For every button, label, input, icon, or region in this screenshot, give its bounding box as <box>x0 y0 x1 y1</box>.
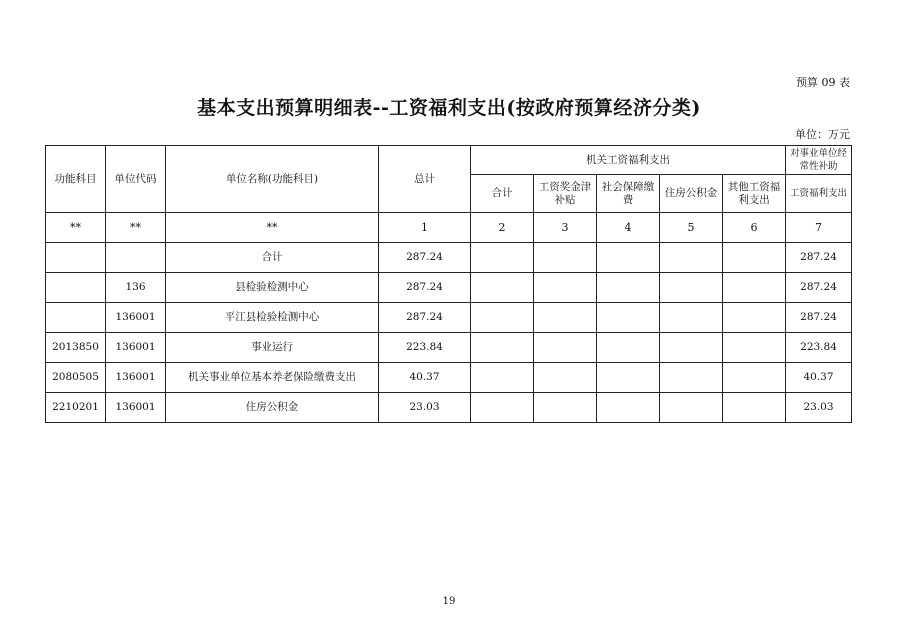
index-row <box>46 213 852 243</box>
wage-cell <box>534 303 597 333</box>
page-title: 基本支出预算明细表--工资福利支出(按政府预算经济分类) <box>197 97 701 119</box>
index-cell: ** <box>46 213 106 243</box>
sum-cell <box>471 333 534 363</box>
table-row <box>46 273 852 303</box>
header-wage: 工资奖金津补贴 <box>534 175 597 213</box>
sum-cell <box>471 393 534 423</box>
table-row <box>46 393 852 423</box>
social-cell <box>597 273 660 303</box>
unit-name-cell: 平江县检验检测中心 <box>166 303 379 333</box>
header-unit-code: 单位代码 <box>106 146 166 213</box>
func-code-cell <box>46 243 106 273</box>
housing-cell <box>660 393 723 423</box>
subsidy-cell: 223.84 <box>786 333 852 363</box>
header-housing: 住房公积金 <box>660 175 723 213</box>
unit-code-cell: 136001 <box>106 363 166 393</box>
header-sum: 合计 <box>471 175 534 213</box>
other-cell <box>723 333 786 363</box>
subsidy-cell: 287.24 <box>786 243 852 273</box>
table-row <box>46 303 852 333</box>
total-cell: 287.24 <box>379 303 471 333</box>
wage-cell <box>534 363 597 393</box>
index-cell: 7 <box>786 213 852 243</box>
func-code-cell: 2013850 <box>46 333 106 363</box>
sum-cell <box>471 363 534 393</box>
index-cell: 3 <box>534 213 597 243</box>
page-number: 19 <box>442 596 456 607</box>
index-cell: 6 <box>723 213 786 243</box>
housing-cell <box>660 363 723 393</box>
unit-code-cell <box>106 243 166 273</box>
social-cell <box>597 363 660 393</box>
header-total: 总计 <box>379 146 471 213</box>
total-cell: 40.37 <box>379 363 471 393</box>
unit-name-cell: 住房公积金 <box>166 393 379 423</box>
unit-name-cell: 事业运行 <box>166 333 379 363</box>
index-cell: 5 <box>660 213 723 243</box>
subsidy-cell: 287.24 <box>786 273 852 303</box>
housing-cell <box>660 243 723 273</box>
subsidy-cell: 40.37 <box>786 363 852 393</box>
table-row <box>46 363 852 393</box>
index-cell: 2 <box>471 213 534 243</box>
unit-code-cell: 136001 <box>106 303 166 333</box>
budget-table <box>45 145 852 423</box>
unit-code-cell: 136 <box>106 273 166 303</box>
unit-name-cell: 县检验检测中心 <box>166 273 379 303</box>
unit-label: 单位：万元 <box>795 128 850 141</box>
wage-cell <box>534 393 597 423</box>
other-cell <box>723 273 786 303</box>
unit-name-cell: 合计 <box>166 243 379 273</box>
social-cell <box>597 333 660 363</box>
wage-cell <box>534 273 597 303</box>
func-code-cell <box>46 303 106 333</box>
index-cell: ** <box>166 213 379 243</box>
sum-cell <box>471 273 534 303</box>
unit-code-cell: 136001 <box>106 393 166 423</box>
header-social: 社会保障缴费 <box>597 175 660 213</box>
housing-cell <box>660 303 723 333</box>
wage-cell <box>534 243 597 273</box>
total-cell: 223.84 <box>379 333 471 363</box>
housing-cell <box>660 333 723 363</box>
func-code-cell: 2210201 <box>46 393 106 423</box>
total-cell: 287.24 <box>379 273 471 303</box>
header-group-org: 机关工资福利支出 <box>471 146 786 175</box>
func-code-cell: 2080505 <box>46 363 106 393</box>
index-cell: ** <box>106 213 166 243</box>
housing-cell <box>660 273 723 303</box>
header-group-subsidy: 对事业单位经常性补助 <box>786 146 852 175</box>
other-cell <box>723 303 786 333</box>
header-unit-name: 单位名称(功能科目) <box>166 146 379 213</box>
subsidy-cell: 287.24 <box>786 303 852 333</box>
social-cell <box>597 303 660 333</box>
func-code-cell <box>46 273 106 303</box>
unit-code-cell: 136001 <box>106 333 166 363</box>
table-row <box>46 243 852 273</box>
social-cell <box>597 393 660 423</box>
index-cell: 4 <box>597 213 660 243</box>
header-func-code: 功能科目 <box>46 146 106 213</box>
total-cell: 23.03 <box>379 393 471 423</box>
table-number: 预算 09 表 <box>796 76 850 89</box>
total-cell: 287.24 <box>379 243 471 273</box>
sum-cell <box>471 243 534 273</box>
header-other: 其他工资福利支出 <box>723 175 786 213</box>
other-cell <box>723 393 786 423</box>
index-cell: 1 <box>379 213 471 243</box>
other-cell <box>723 363 786 393</box>
wage-cell <box>534 333 597 363</box>
other-cell <box>723 243 786 273</box>
unit-name-cell: 机关事业单位基本养老保险缴费支出 <box>166 363 379 393</box>
subsidy-cell: 23.03 <box>786 393 852 423</box>
social-cell <box>597 243 660 273</box>
table-row <box>46 333 852 363</box>
header-subsidy-wage: 工资福利支出 <box>786 175 852 213</box>
sum-cell <box>471 303 534 333</box>
